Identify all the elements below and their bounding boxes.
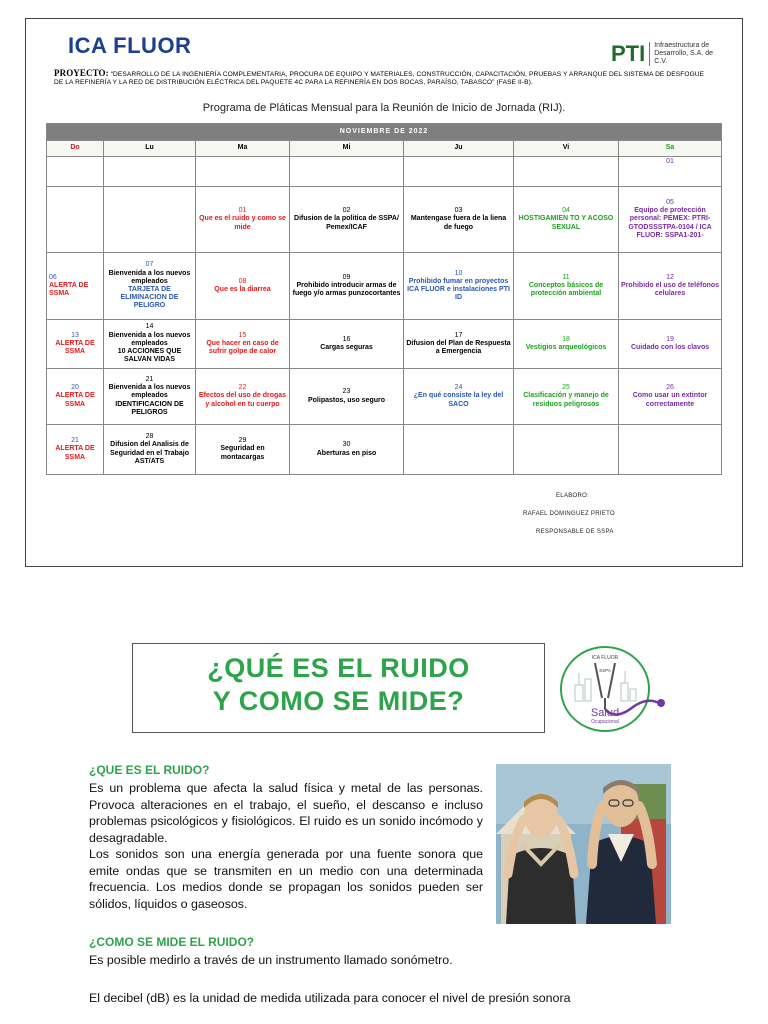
calendar-day-cell	[619, 320, 722, 369]
day-topic: Vestigios arqueológicos	[525, 344, 607, 351]
day-topic: Cargas seguras	[320, 344, 373, 351]
day-topic: ALERTA DE SSMA	[55, 445, 95, 461]
day-topic: Prohibido introducir armas de fuego y/o armas punzocortantes	[292, 281, 401, 298]
calendar-week	[47, 369, 722, 425]
logo-divider	[649, 42, 650, 66]
logo-sspa: SSPA	[599, 668, 611, 673]
calendar-day-cell	[404, 369, 514, 425]
calendar-day-cell	[104, 425, 196, 475]
day-topic: Bienvenida a los nuevos empleados	[108, 384, 191, 400]
day-number: 24	[454, 384, 463, 392]
day-number: 30	[342, 441, 351, 449]
day-topic: Difusion de la politica de SSPA/ Pemex/ICAF	[294, 215, 399, 231]
day-topic: Difusion del Plan de Respuesta a Emergencia	[406, 339, 511, 356]
calendar-day-cell	[514, 369, 619, 425]
day-number: 15	[238, 331, 247, 339]
day-number: 08	[238, 277, 247, 285]
project-label: PROYECTO:	[54, 68, 109, 78]
day-number: 13	[71, 331, 79, 339]
calendar-day-cell	[47, 425, 104, 475]
calendar-day-cell	[514, 157, 619, 187]
calendar-day-cell	[404, 253, 514, 320]
calendar-week	[47, 425, 722, 475]
day-number: 01	[666, 158, 674, 165]
pti-description	[654, 42, 726, 66]
calendar-day-cell	[196, 187, 290, 253]
day-number: 22	[238, 384, 247, 392]
day-number: 26	[666, 384, 674, 392]
calendar-day-cell	[619, 369, 722, 425]
calendar-day-cell	[514, 253, 619, 320]
calendar-day-cell	[404, 187, 514, 253]
calendar-day-cell	[196, 157, 290, 187]
day-topic: Efectos del uso de drogas y alcohol en tu cuerpo	[198, 392, 287, 408]
project-text: “DESARROLLO DE LA INGENIERÍA COMPLEMENTARIA, PROCURA DE EQUIPO Y MATERIALES, CONSTRUCCIÓN, CAPACITACIÓN, PRUEBAS Y ARRANQUE DEL SISTEMA DE DESFOGUE DE LA REFINERÍA Y LA RED DE DISTRIBUCIÓN ELÉCTRICA DEL PAQUETE 4C PARA LA REFINERÍA EN DOS BOCAS, PARAÍSO, TABASCO” (FASE II-B).	[54, 71, 705, 87]
people-covering-ears-illustration	[496, 764, 671, 924]
day-number: 01	[238, 207, 247, 215]
calendar-week	[47, 320, 722, 369]
day-number: 25	[562, 384, 570, 392]
day-topic: Que es la diarrea	[214, 286, 271, 293]
weekday-header	[47, 141, 722, 157]
calendar-day-cell	[47, 157, 104, 187]
calendar-day-cell	[290, 320, 404, 369]
calendar-day-cell	[104, 320, 196, 369]
calendar-day-cell	[104, 187, 196, 253]
calendar-day-cell	[47, 253, 104, 320]
day-topic: Difusion del Analisis de Seguridad en el Trabajo AST/ATS	[110, 441, 189, 465]
day-topic: Que es el ruido y como se mide	[199, 215, 286, 231]
responsable-role: RESPONSABLE DE SSPA	[536, 529, 614, 535]
day-topic: Prohibido fumar en proyectos ICA FLUOR e instalaciones PTI ID	[407, 277, 510, 302]
weekday-ma: Ma	[196, 141, 290, 157]
day-number: 18	[562, 335, 570, 343]
calendar-day-cell	[619, 253, 722, 320]
day-topic-secondary: 10 ACCIONES QUE SALVAN VIDAS	[117, 348, 182, 364]
logo-buildings	[575, 671, 636, 701]
calendar-day-cell	[619, 157, 722, 187]
calendar-day-cell	[104, 253, 196, 320]
day-topic: ¿En qué consiste la ley del SACO	[413, 392, 504, 408]
elaboro-label: ELABORO:	[556, 493, 590, 499]
day-number: 06	[49, 273, 57, 281]
day-topic: Mantengase fuera de la liena de fuego	[410, 215, 507, 231]
day-topic-secondary: TARJETA DE ELIMINACION DE PELIGRO	[120, 286, 179, 310]
day-number: 04	[562, 207, 570, 215]
calendar-day-cell	[196, 369, 290, 425]
day-topic: Polipastos, uso seguro	[307, 396, 385, 404]
day-topic-secondary: IDENTIFICACION DE PELIGROS	[115, 400, 184, 416]
day-number: 07	[145, 261, 154, 269]
calendar-day-cell	[47, 187, 104, 253]
day-topic: Como usar un extintor correctamente	[632, 392, 708, 408]
day-number: 21	[145, 375, 154, 383]
calendar-week	[47, 157, 722, 187]
day-topic: Equipo de protección personal: PEMEX: PTRI-GTODSSSTPA-0104 / ICA FLUOR: SSPA1-201-	[628, 207, 712, 239]
program-title: Programa de Pláticas Mensual para la Reunión de Inicio de Jornada (RIJ).	[202, 102, 566, 114]
project-description	[54, 69, 714, 88]
calendar-day-cell	[196, 320, 290, 369]
calendar-week	[47, 187, 722, 253]
day-topic: HOSTIGAMIEN TO Y ACOSO SEXUAL	[518, 215, 614, 231]
day-number: 12	[666, 273, 674, 281]
woman-dress	[506, 848, 576, 924]
day-topic: Bienvenida a los nuevos empleados	[108, 269, 191, 285]
calendar-day-cell	[619, 187, 722, 253]
day-number: 02	[342, 207, 351, 215]
pti-desc-line1: Infraestructura de	[654, 42, 710, 49]
logo-company: ICA FLUOR	[591, 655, 619, 661]
pti-desc-line2: Desarrollo, S.A. de C.V.	[654, 50, 713, 65]
logo-ocupacional-word: Ocupacional	[591, 719, 619, 725]
calendar-sheet	[25, 18, 743, 567]
day-number: 23	[342, 388, 351, 396]
weekday-lu: Lu	[104, 141, 196, 157]
calendar-day-cell	[196, 253, 290, 320]
weekday-mi: Mi	[290, 141, 404, 157]
day-number: 21	[71, 437, 79, 445]
responsable-name: RAFAEL DOMINGUEZ PRIETO	[523, 511, 615, 517]
paragraph-what-2: Los sonidos son una energía generada por una fuente sonora que emite ondas que se transmiten en un medio con una determinada frecuencia. Los medios donde se propagan los sonidos pueden ser sólidos, líquidos o gaseosos.	[89, 847, 483, 911]
calendar-day-cell	[514, 425, 619, 475]
weekday-do: Do	[47, 141, 104, 157]
calendar-table	[46, 123, 722, 475]
noise-title-box	[132, 643, 545, 733]
day-number: 17	[454, 331, 463, 339]
calendar-day-cell	[619, 425, 722, 475]
day-number: 14	[145, 323, 154, 331]
calendar-day-cell	[404, 157, 514, 187]
calendar-day-cell	[514, 187, 619, 253]
ica-fluor-logo: ICA FLUOR	[68, 33, 192, 58]
day-number: 16	[342, 335, 351, 343]
day-topic: Clasificación y manejo de residuos peligrosos	[523, 392, 609, 408]
day-topic: Prohibido el uso de teléfonos celulares	[621, 281, 720, 298]
day-topic: ALERTA DE SSMA	[49, 281, 89, 298]
day-number: 09	[342, 273, 351, 281]
calendar-day-cell	[104, 157, 196, 187]
calendar-day-cell	[47, 320, 104, 369]
section-heading-how: ¿COMO SE MIDE EL RUIDO?	[89, 935, 255, 949]
day-number: 05	[666, 198, 674, 206]
day-topic: Conceptos básicos de protección ambiental	[528, 281, 604, 298]
calendar-day-cell	[290, 425, 404, 475]
paragraph-what-1: Es un problema que afecta la salud física y metal de las personas. Provoca alteraciones en el trabajo, el sueño, el descanso e incluso problemas psicológicos y fisiológicos. El ruido es un sonido incómodo y desagradable.	[89, 781, 483, 845]
day-topic: Que hacer en caso de sufrir golpe de calor	[206, 339, 279, 356]
calendar-day-cell	[104, 369, 196, 425]
calendar-day-cell	[290, 187, 404, 253]
noise-title-line2: Y COMO SE MIDE?	[212, 686, 465, 716]
calendar-day-cell	[514, 320, 619, 369]
paragraph-how-1: Es posible medirlo a través de un instrumento llamado sonómetro.	[89, 953, 453, 967]
calendar-day-cell	[404, 320, 514, 369]
day-topic: ALERTA DE SSMA	[55, 392, 95, 408]
calendar-day-cell	[196, 425, 290, 475]
pti-logo-text: PTI	[611, 41, 646, 66]
calendar-week	[47, 253, 722, 320]
noise-title-line1: ¿QUÉ ES EL RUIDO	[207, 653, 470, 683]
calendar-day-cell	[404, 425, 514, 475]
day-number: 29	[238, 437, 247, 445]
section-heading-what: ¿QUE ES EL RUIDO?	[89, 763, 210, 777]
calendar-day-cell	[47, 369, 104, 425]
day-topic: Seguridad en montacargas	[220, 445, 265, 461]
paragraph-how-2: El decibel (dB) es la unidad de medida utilizada para conocer el nivel de presión sonora	[89, 991, 571, 1005]
day-topic: ALERTA DE SSMA	[55, 339, 95, 356]
salud-ocupacional-logo	[555, 643, 675, 735]
stethoscope-head	[657, 699, 665, 707]
day-number: 19	[666, 335, 674, 343]
day-topic: Aberturas en piso	[316, 449, 377, 457]
day-number: 28	[145, 433, 154, 441]
calendar-day-cell	[290, 253, 404, 320]
weekday-vi: Vi	[514, 141, 619, 157]
calendar-day-cell	[290, 369, 404, 425]
day-topic: Bienvenida a los nuevos empleados	[108, 331, 191, 347]
day-number: 10	[454, 269, 463, 277]
day-number: 20	[71, 384, 79, 392]
day-topic: Cuidado con los clavos	[630, 344, 710, 351]
pti-logo	[611, 41, 726, 67]
weekday-ju: Ju	[404, 141, 514, 157]
weekday-sa: Sa	[619, 141, 722, 157]
calendar-month: NOVIEMBRE DE 2022	[47, 124, 722, 141]
day-number: 11	[562, 273, 570, 281]
day-number: 03	[454, 207, 463, 215]
calendar-day-cell	[290, 157, 404, 187]
logo-salud-word: Salud	[590, 707, 620, 719]
